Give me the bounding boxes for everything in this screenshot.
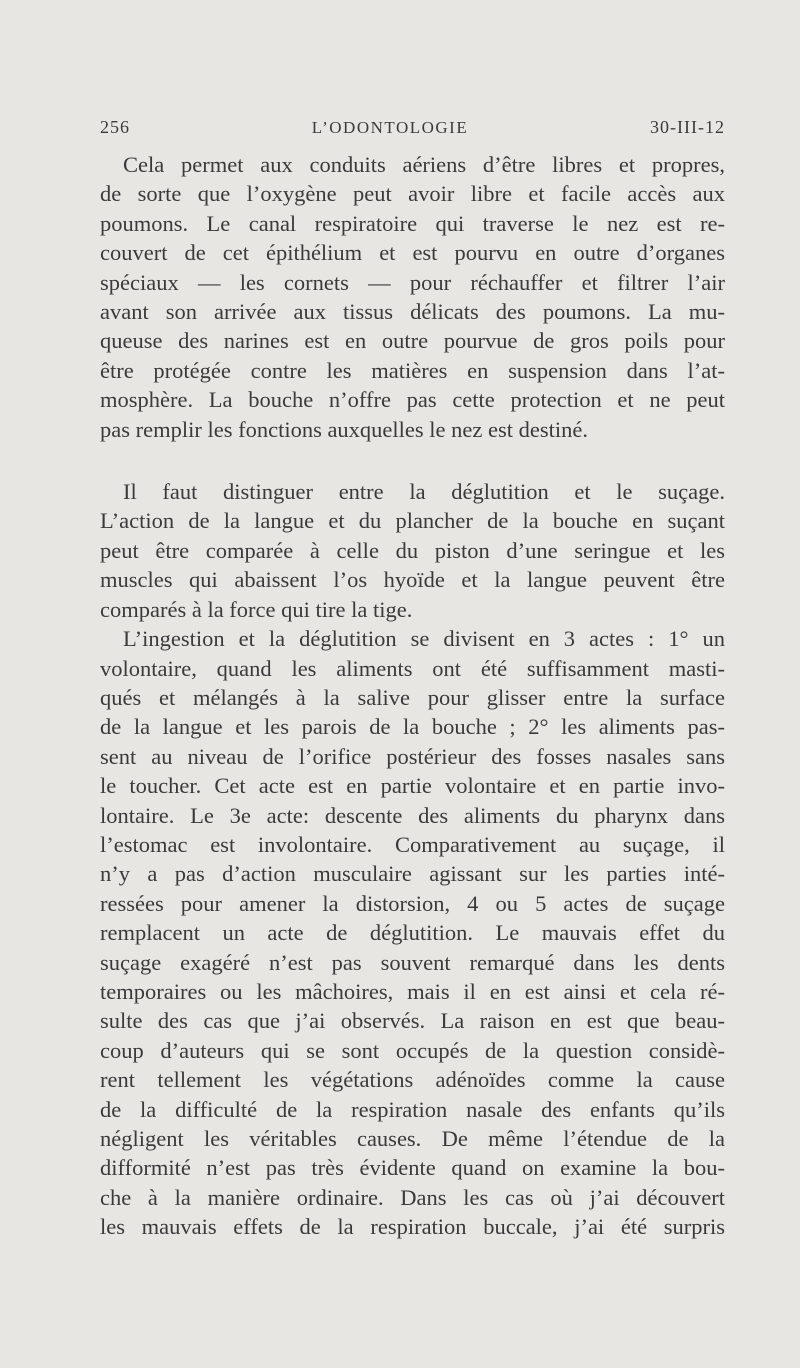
paragraph-1 xyxy=(100,150,725,444)
text-line: ressées pour amener la distorsion, 4 ou 5 actes de suçage xyxy=(100,890,725,916)
text-line: L’ingestion et la déglutition se divisent en 3 actes : 1° un xyxy=(123,626,725,652)
text-line: couvert de cet épithélium et est pourvu en outre d’organes xyxy=(100,240,725,266)
running-title: L’ODONTOLOGIE xyxy=(311,118,469,137)
text-line: n’y a pas d’action musculaire agissant sur les parties inté- xyxy=(100,861,725,887)
text-line: mosphère. La bouche n’offre pas cette protection et ne peut xyxy=(100,387,725,413)
text-line: coup d’auteurs qui se sont occupés de la question considè- xyxy=(100,1037,725,1063)
text-line: de la difficulté de la respiration nasale des enfants qu’ils xyxy=(100,1096,725,1122)
text-line: pas remplir les fonctions auxquelles le nez est destiné. xyxy=(100,416,588,442)
text-line: volontaire, quand les aliments ont été suffisamment masti- xyxy=(100,655,725,681)
page-number: 256 xyxy=(100,117,130,137)
text-line: Cela permet aux conduits aériens d’être libres et propres, xyxy=(123,152,725,177)
paragraph-gap xyxy=(100,444,725,477)
text-line: muscles qui abaissent l’os hyoïde et la langue peuvent être xyxy=(100,567,725,593)
text-line: négligent les véritables causes. De même l’étendue de la xyxy=(100,1126,725,1151)
text-line: comparés à la force qui tire la tige. xyxy=(100,596,413,622)
text-line: che à la manière ordinaire. Dans les cas où j’ai découvert xyxy=(100,1184,725,1210)
paragraph-2 xyxy=(100,477,725,624)
text-line: poumons. Le canal respiratoire qui traverse le nez est re- xyxy=(100,210,725,236)
paragraph-3 xyxy=(100,624,725,1242)
text-line: rent tellement les végétations adénoïdes comme la cause xyxy=(100,1067,725,1093)
text-line: le toucher. Cet acte est en partie volontaire et en partie invo- xyxy=(100,773,725,799)
text-line: L’action de la langue et du plancher de la bouche en suçant xyxy=(100,508,725,534)
issue-date: 30-III-12 xyxy=(650,117,725,137)
text-line: temporaires ou les mâchoires, mais il en est ainsi et cela ré- xyxy=(100,978,725,1004)
text-line: être protégée contre les matières en suspension dans l’at- xyxy=(100,357,725,383)
text-line: queuse des narines est en outre pourvue de gros poils pour xyxy=(100,328,725,354)
page-body xyxy=(100,150,725,1242)
text-line: qués et mélangés à la salive pour glisser entre la surface xyxy=(100,684,725,710)
running-header xyxy=(100,117,725,138)
text-line: difformité n’est pas très évidente quand on examine la bou- xyxy=(100,1155,725,1181)
text-line: Il faut distinguer entre la déglutition et le suçage. xyxy=(123,479,725,505)
text-line: les mauvais effets de la respiration buccale, j’ai été surpris xyxy=(100,1214,725,1240)
text-line: de la langue et les parois de la bouche ; 2° les aliments pas- xyxy=(100,714,725,740)
text-line: spéciaux — les cornets — pour réchauffer et filtrer l’air xyxy=(100,269,725,295)
text-line: suçage exagéré n’est pas souvent remarqué dans les dents xyxy=(100,949,725,975)
text-line: avant son arrivée aux tissus délicats des poumons. La mu- xyxy=(100,299,725,325)
text-line: sent au niveau de l’orifice postérieur des fosses nasales sans xyxy=(100,743,725,769)
text-line: de sorte que l’oxygène peut avoir libre et facile accès aux xyxy=(100,181,725,207)
text-line: l’estomac est involontaire. Comparativement au suçage, il xyxy=(100,831,725,857)
text-line: lontaire. Le 3e acte: descente des aliments du pharynx dans xyxy=(100,802,725,828)
text-line: peut être comparée à celle du piston d’une seringue et les xyxy=(100,537,725,563)
text-line: sulte des cas que j’ai observés. La raison en est que beau- xyxy=(100,1008,725,1034)
text-line: remplacent un acte de déglutition. Le mauvais effet du xyxy=(100,920,725,946)
